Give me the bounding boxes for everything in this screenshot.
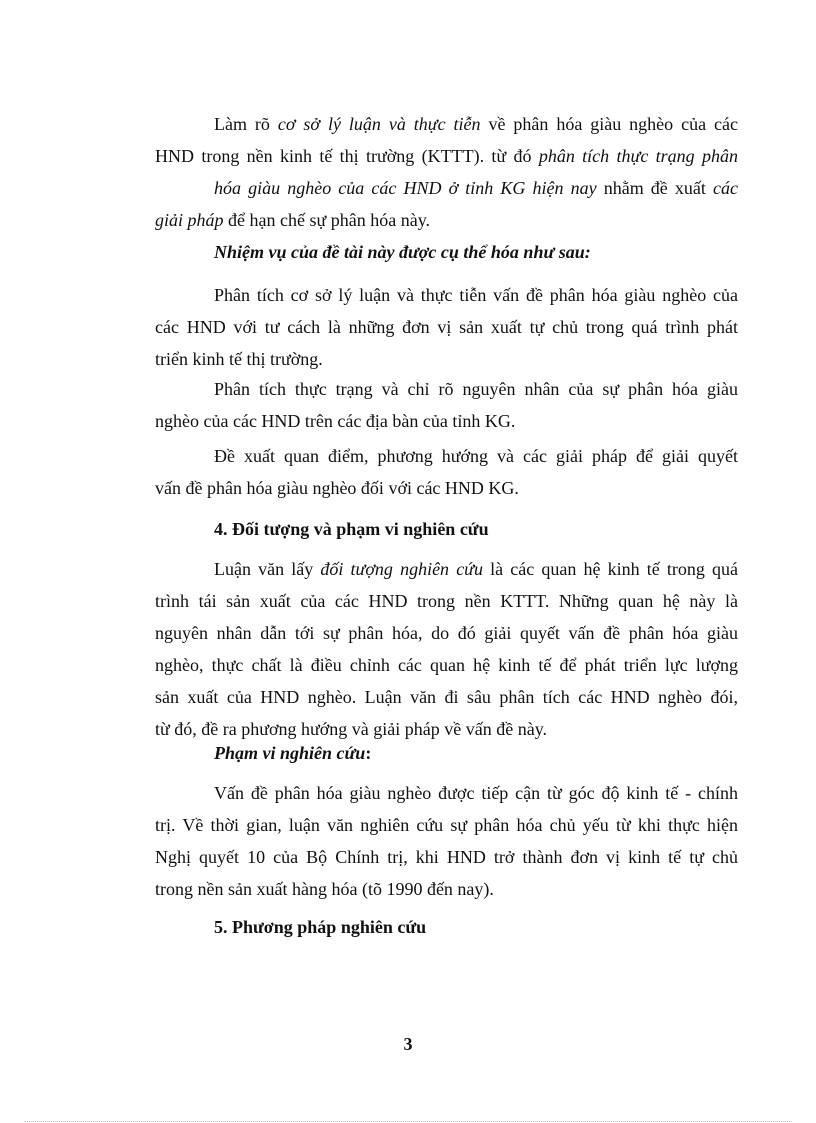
text-line: Vấn đề phân hóa giàu nghèo được tiếp cận từ góc độ kinh tế - chính	[214, 783, 738, 803]
text-line: nghèo, thực chất là điều chỉnh các quan hệ kinh tế để phát triển lực lượng	[155, 655, 738, 675]
intro-paragraph	[155, 108, 738, 236]
text-line: nghèo của các HND trên các địa bàn của tỉnh KG.	[155, 411, 516, 431]
research-object-paragraph	[155, 553, 738, 745]
text-line: các HND với tư cách là những đơn vị sản xuất tự chủ trong quá trình phát	[155, 317, 738, 337]
page-number: 3	[403, 1034, 413, 1054]
tasks-heading: Nhiệm vụ của đề tài này được cụ thể hóa như sau:	[214, 242, 591, 262]
task-paragraph-2	[155, 373, 738, 437]
text-line: Luận văn lấy đối tượng nghiên cứu là các quan hệ kinh tế trong quá	[214, 559, 738, 579]
text-line: từ đó, đề ra phương hướng và giải pháp về vấn đề này.	[155, 719, 548, 739]
text-line: nguyên nhân dẫn tới sự phân hóa, do đó giải quyết vấn đề phân hóa giàu	[155, 623, 738, 643]
scope-heading: Phạm vi nghiên cứu:	[214, 743, 372, 763]
text-line: triển kinh tế thị trường.	[155, 349, 323, 369]
text-line: Phân tích cơ sở lý luận và thực tiễn vấn đề phân hóa giàu nghèo của	[214, 285, 738, 305]
task-paragraph-1	[155, 279, 738, 375]
scope-paragraph	[155, 777, 738, 905]
text-line: HND trong nền kinh tế thị trường (KTTT). từ đó phân tích thực trạng phân	[155, 146, 738, 166]
text-line: trị. Về thời gian, luận văn nghiên cứu sự phân hóa chủ yếu từ khi thực hiện	[155, 815, 738, 835]
page-bottom-divider	[24, 1121, 792, 1122]
text-line: Làm rõ cơ sở lý luận và thực tiễn về phân hóa giàu nghèo của các	[214, 114, 738, 134]
task-paragraph-3	[155, 440, 738, 504]
section-4-heading: 4. Đối tượng và phạm vi nghiên cứu	[214, 519, 489, 539]
text-line: Nghị quyết 10 của Bộ Chính trị, khi HND trở thành đơn vị kinh tế tự chủ	[155, 847, 738, 867]
text-line: trong nền sản xuất hàng hóa (tõ 1990 đến nay).	[155, 879, 494, 899]
text-line: hóa giàu nghèo của các HND ở tỉnh KG hiện nay nhằm đề xuất các	[214, 178, 738, 198]
section-5-heading: 5. Phương pháp nghiên cứu	[214, 917, 427, 937]
text-line: giải pháp để hạn chế sự phân hóa này.	[155, 210, 431, 230]
text-line: vấn đề phân hóa giàu nghèo đối với các HND KG.	[155, 478, 519, 498]
text-line: trình tái sản xuất của các HND trong nền KTTT. Những quan hệ này là	[155, 591, 738, 611]
text-line: Đề xuất quan điểm, phương hướng và các giải pháp để giải quyết	[214, 446, 738, 466]
text-line: sản xuất của HND nghèo. Luận văn đi sâu phân tích các HND nghèo đói,	[155, 687, 738, 707]
text-line: Phân tích thực trạng và chỉ rõ nguyên nhân của sự phân hóa giàu	[214, 379, 738, 399]
